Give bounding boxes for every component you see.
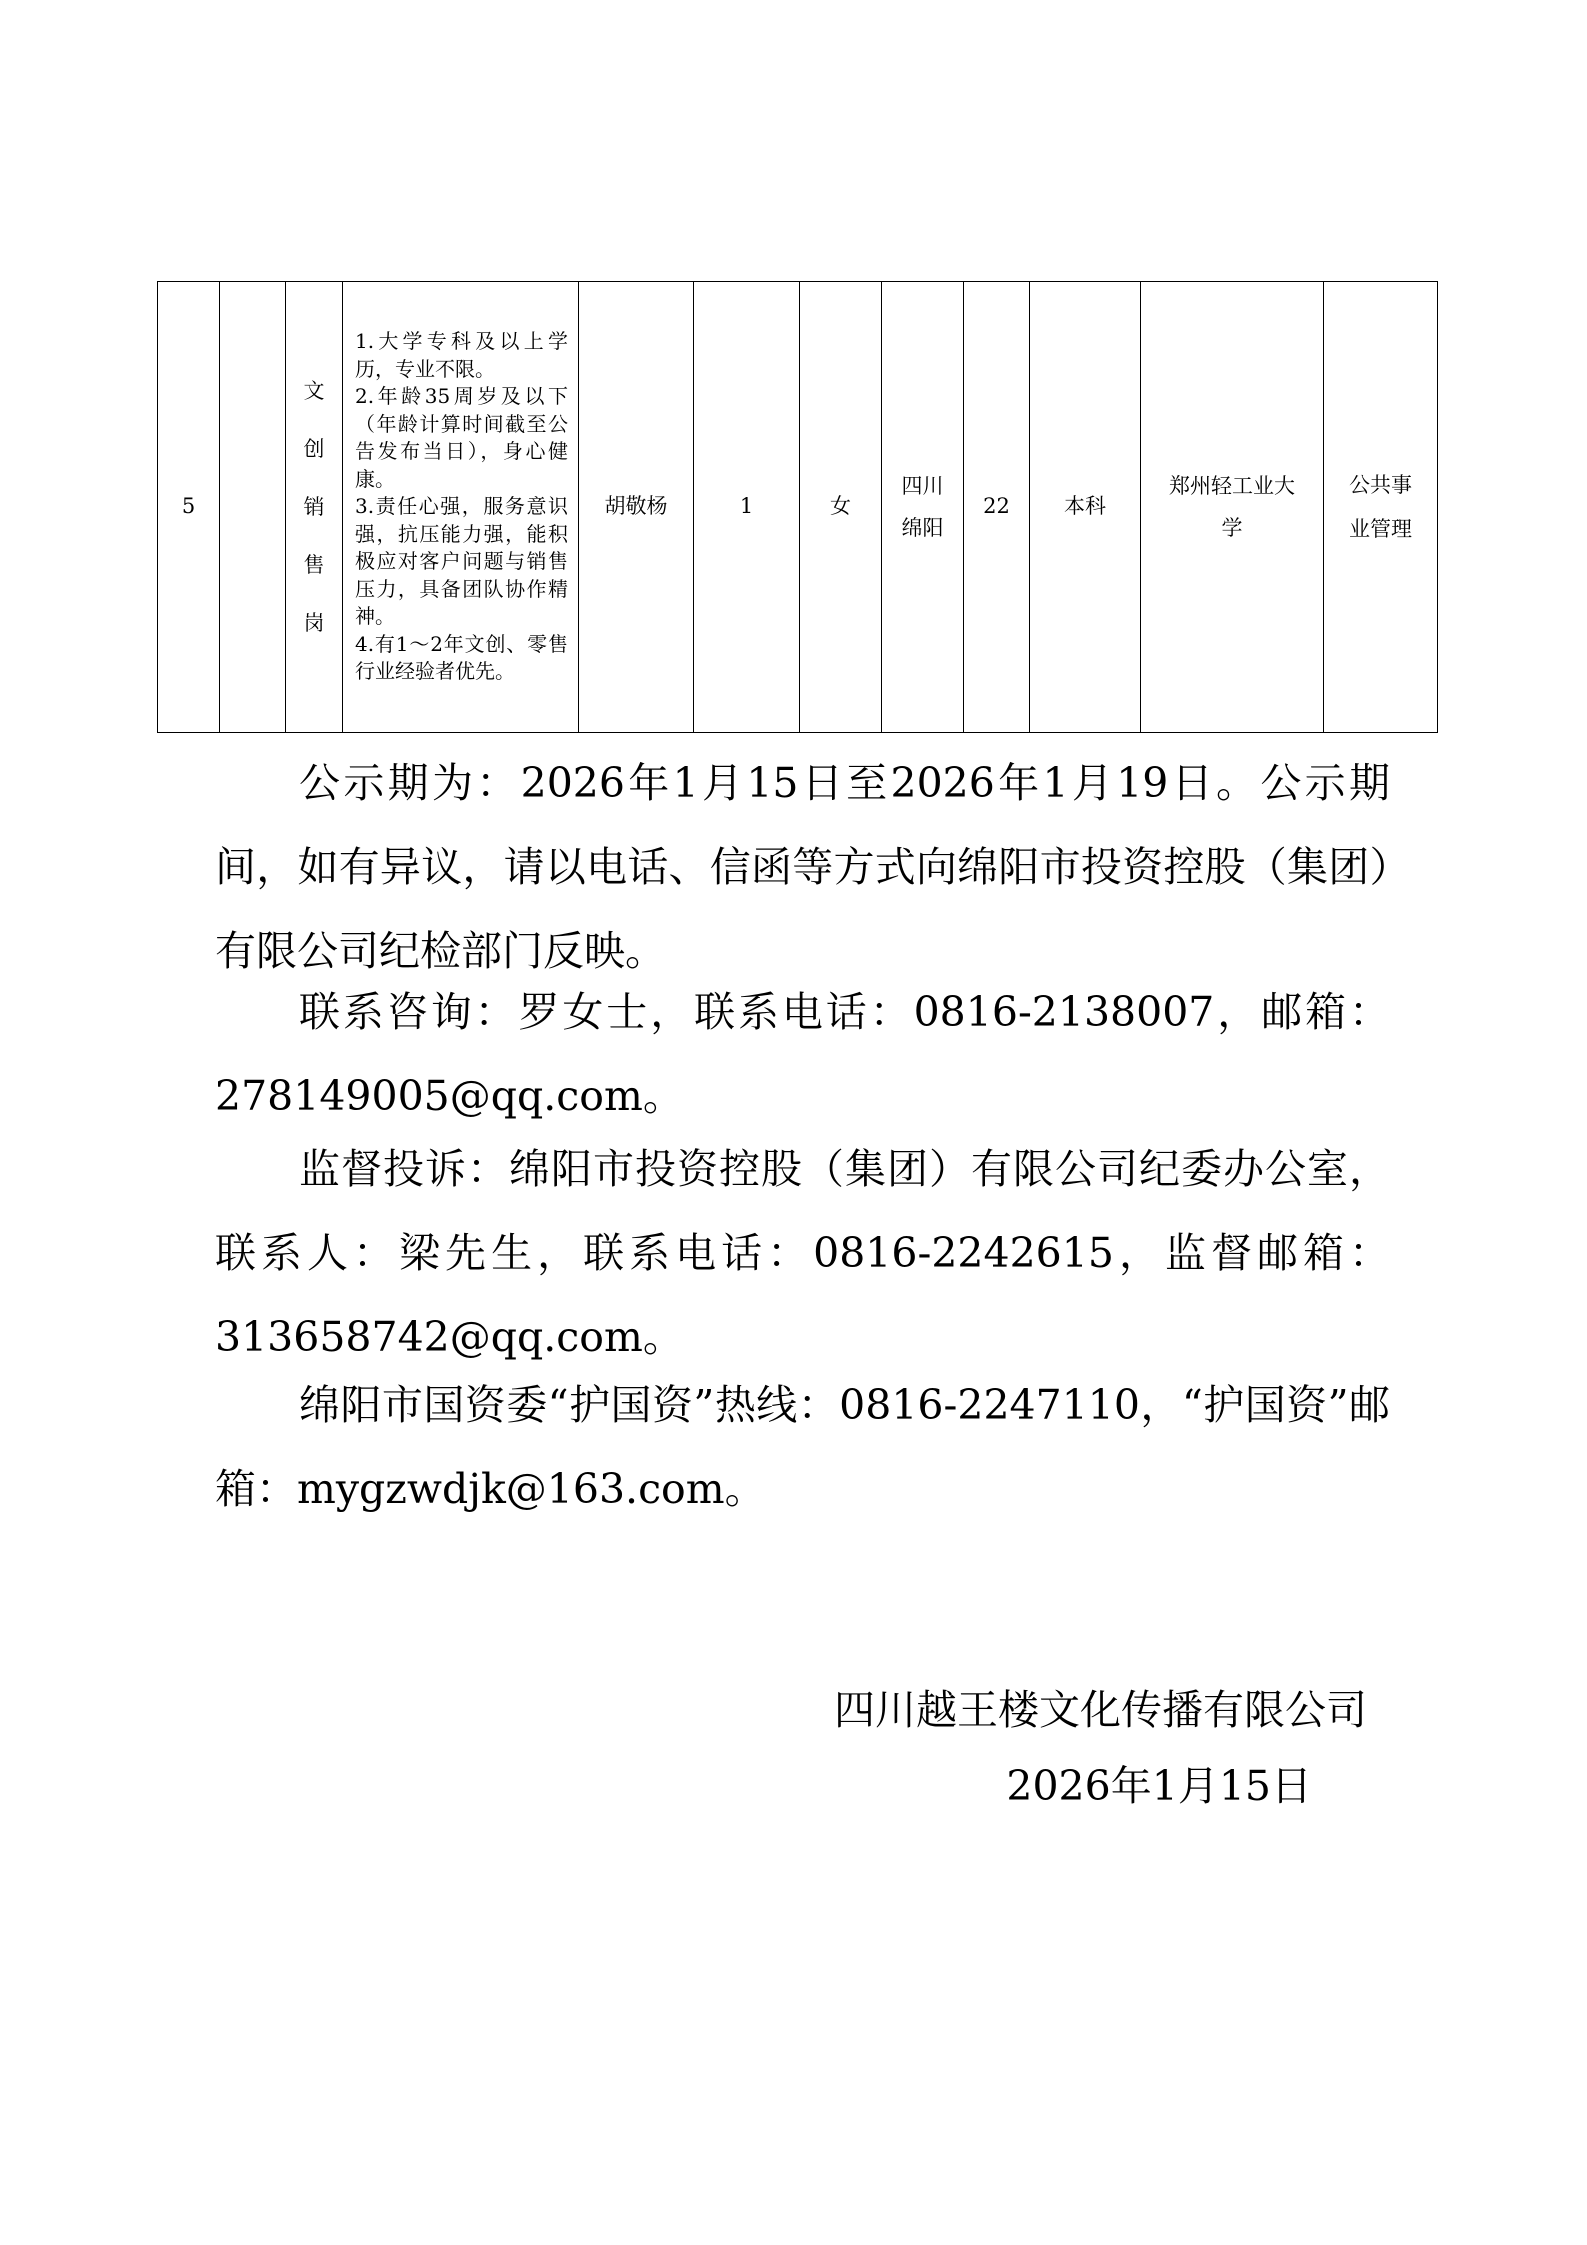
cell-major xyxy=(1324,282,1438,733)
cell-requirements xyxy=(343,282,579,733)
supervision-paragraph: 监督投诉：绵阳市投资控股（集团）有限公司纪委办公室，联系人：梁先生，联系电话：0816-2242615，监督邮箱：313658742@qq.com。 xyxy=(215,1145,1390,1361)
cell-index: 5 xyxy=(158,282,220,733)
cell-count: 1 xyxy=(694,282,800,733)
position-text: 文创销售岗 xyxy=(303,379,325,635)
cell-origin xyxy=(882,282,964,733)
signature-company: 四川越王楼文化传播有限公司 xyxy=(834,1686,1367,1734)
requirement-item: 4.有1～2年文创、零售行业经验者优先。 xyxy=(355,631,568,684)
signature-date: 2026年1月15日 xyxy=(1006,1762,1312,1810)
cell-age: 22 xyxy=(964,282,1030,733)
requirement-item: 3.责任心强，服务意识强，抗压能力强，能积极应对客户问题与销售压力，具备团队协作精神。 xyxy=(355,494,568,629)
cell-name: 胡敬杨 xyxy=(579,282,694,733)
cell-education: 本科 xyxy=(1030,282,1141,733)
cell-blank xyxy=(220,282,286,733)
notice-period-paragraph: 公示期为：2026年1月15日至2026年1月19日。公示期间，如有异议，请以电话、信函等方式向绵阳市投资控股（集团）有限公司纪检部门反映。 xyxy=(215,759,1390,975)
table-row xyxy=(158,282,1438,733)
origin-text: 四川绵阳 xyxy=(901,474,944,540)
cell-position xyxy=(286,282,343,733)
school-text: 郑州轻工业大学 xyxy=(1169,474,1295,540)
cell-gender: 女 xyxy=(800,282,882,733)
requirement-item: 2.年龄35周岁及以下（年龄计算时间截至公告发布当日），身心健康。 xyxy=(355,384,568,491)
requirement-item: 1.大学专科及以上学历，专业不限。 xyxy=(355,329,568,381)
candidate-table xyxy=(157,281,1438,733)
hotline-paragraph: 绵阳市国资委“护国资”热线：0816-2247110，“护国资”邮箱：mygzwdjk@163.com。 xyxy=(215,1381,1390,1513)
contact-paragraph: 联系咨询：罗女士，联系电话：0816-2138007，邮箱：278149005@qq.com。 xyxy=(215,988,1390,1120)
cell-school xyxy=(1141,282,1324,733)
major-text: 公共事业管理 xyxy=(1349,473,1412,541)
